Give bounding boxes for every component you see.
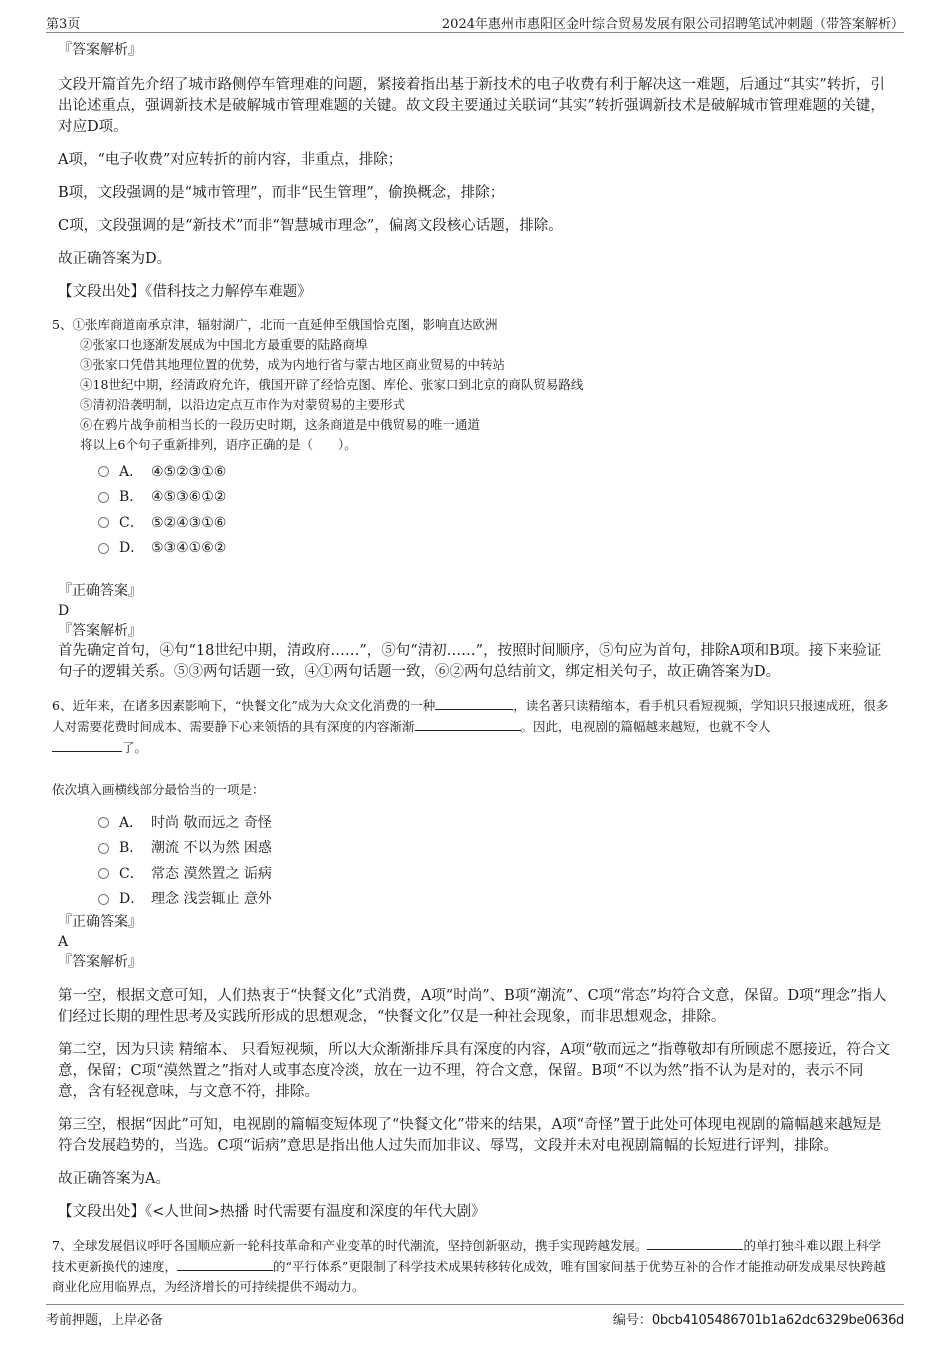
q7-blank-2 [177,1256,273,1271]
q4-source: 【文段出处】《借科技之力解停车难题》 [58,284,312,300]
q5-prompt: 将以上6个句子重新排列，语序正确的是（ ）。 [80,437,357,452]
q5-answer-label: 『正确答案』 [58,583,142,599]
q7-stem: 7、全球发展倡议呼吁各国顺应新一轮科技革命和产业变革的时代潮流，坚持创新驱动，携手实现跨越发展。 的单打独斗难以跟上科学技术更新换代的速度， 的“平行体系”更限制了科学技术成果转移转化成效，唯有国家间基于优势互补的合作才能推动研发成果尽快跨越商业化应用临界点，为经济增长的可持续提供不竭动力。 [52,1235,890,1297]
radio-icon[interactable] [98,843,109,854]
q6-explain-3: 第三空，根据“因此”可知，电视剧的篇幅变短体现了“快餐文化”带来的结果，A项“奇怪”置于此处可体现电视剧的篇幅越来越短是符合发展趋势的，当选。C项“诟病”意思是指出他人过失而加非议、辱骂，文段并未对电视剧篇幅的长短进行评判，排除。 [58,1117,882,1154]
radio-icon[interactable] [98,543,109,554]
q5-line: ②张家口也逐渐发展成为中国北方最重要的陆路商埠 [80,337,368,352]
q5-answer: D [58,603,70,619]
q5-option-b[interactable]: B． ④⑤③⑥①② [98,485,890,511]
q6-blank-1 [435,695,513,710]
footer-slogan: 考前押题，上岸必备 [46,1313,164,1328]
q6-stem: 6、近年来，在诸多因素影响下，“快餐文化”成为大众文化消费的一种 ，读名著只读精缩本，看手机只看短视频，学知识只报速成班，很多人对需要花费时间成本、需要静下心来领悟的具有深度的内容渐渐 。因此，电视剧的篇幅越来越短，也就不令人 了。 [52,695,890,758]
q6-source: 【文段出处】《<人世间>热播 时代需要有温度和深度的年代大剧》 [58,1204,486,1220]
q6-answer-label: 『正确答案』 [58,914,142,930]
q7-blank-1 [647,1235,743,1250]
q6-option-c[interactable]: C． 常态 漠然置之 诟病 [98,861,890,887]
q6-prompt: 依次填入画横线部分最恰当的一项是： [52,782,265,797]
page-footer [46,1304,904,1327]
q5-line: 5、①张库商道南承京津，辐射湖广，北而一直延伸至俄国恰克图，影响直达欧洲 [52,317,498,332]
q5-line: ⑤清初沿袭明制，以沿边定点互市作为对蒙贸易的主要形式 [80,397,406,412]
q5-line: ⑥在鸦片战争前相当长的一段历史时期，这条商道是中俄贸易的唯一通道 [80,417,481,432]
radio-icon[interactable] [98,868,109,879]
q5-option-a[interactable]: A． ④⑤②③①⑥ [98,459,890,485]
q5-explain: 首先确定首句，④句“18世纪中期，清政府……”，⑤句“清初……”，按照时间顺序，⑤句应为首句，排除A项和B项。接下来验证句子的逻辑关系。⑤③两句话题一致，④①两句话题一致，⑥②两句总结前文，绑定相关句子，故正确答案为D。 [58,643,882,680]
q4-explain-label: 『答案解析』 [58,42,142,58]
q5-line: ④18世纪中期，经清政府允许，俄国开辟了经恰克图、库伦、张家口到北京的商队贸易路线 [80,377,584,392]
content [52,40,891,1297]
q5-option-c[interactable]: C． ⑤②④③①⑥ [98,510,890,536]
radio-icon[interactable] [98,492,109,503]
q6-option-b[interactable]: B． 潮流 不以为然 困惑 [98,836,890,862]
page-number: 第3页 [46,17,81,32]
q6-explain-label: 『答案解析』 [58,954,142,970]
q4-explain-b: B项，文段强调的是“城市管理”，而非“民生管理”，偷换概念，排除； [58,185,505,201]
q4-explain-a: A项，“电子收费”对应转折的前内容，非重点，排除； [58,152,403,168]
q4-explain-c: C项，文段强调的是“新技术”而非“智慧城市理念”，偏离文段核心话题，排除。 [58,218,563,234]
radio-icon[interactable] [98,894,109,905]
q6-blank-2 [415,716,521,731]
q5-stem [52,315,890,455]
q6-option-a[interactable]: A． 时尚 敬而远之 奇怪 [98,810,890,836]
q5-line: ③张家口凭借其地理位置的优势，成为内地行省与蒙古地区商业贸易的中转站 [80,357,506,372]
q6-blank-3 [52,737,122,752]
radio-icon[interactable] [98,517,109,528]
q6-conclusion: 故正确答案为A。 [58,1171,170,1187]
q6-explain-1: 第一空，根据文意可知，人们热衷于“快餐文化”式消费，A项“时尚”、B项“潮流”、C项“常态”均符合文意，保留。D项“理念”指人们经过长期的理性思考及实践所形成的思想观念，“快餐文化”仅是一种社会现象，而非思想观念，排除。 [58,988,887,1025]
q6-option-d[interactable]: D． 理念 浅尝辄止 意外 [98,887,890,913]
document-title: 2024年惠州市惠阳区金叶综合贸易发展有限公司招聘笔试冲刺题（带答案解析） [441,17,904,32]
q4-explain-p1: 文段开篇首先介绍了城市路侧停车管理难的问题，紧接着指出基于新技术的电子收费有利于解决这一难题，后通过“其实”转折，引出论述重点，强调新技术是破解城市管理难题的关键。故文段主要通过关联词“其实”转折强调新技术是破解城市管理难题的关键，对应D项。 [58,77,885,135]
document-code: 编号：0bcb4105486701b1a62dc6329be0636d [612,1313,904,1328]
q6-explain-2: 第二空，因为只读 精缩本、 只看短视频，所以大众渐渐排斥具有深度的内容，A项“敬而远之”指尊敬却有所顾虑不愿接近，符合文意，保留；C项“漠然置之”指对人或事态度冷淡，放在一边不理，符合文意，保留。B项“不以为然”指不认为是对的，表示不同意，含有轻视意味，与文意不符，排除。 [58,1042,891,1100]
radio-icon[interactable] [98,817,109,828]
q6-answer: A [58,934,69,950]
q4-conclusion: 故正确答案为D。 [58,251,172,267]
radio-icon[interactable] [98,466,109,477]
q5-option-d[interactable]: D． ⑤③④①⑥② [98,536,890,562]
q5-explain-label: 『答案解析』 [58,623,142,639]
page-header [46,10,904,33]
